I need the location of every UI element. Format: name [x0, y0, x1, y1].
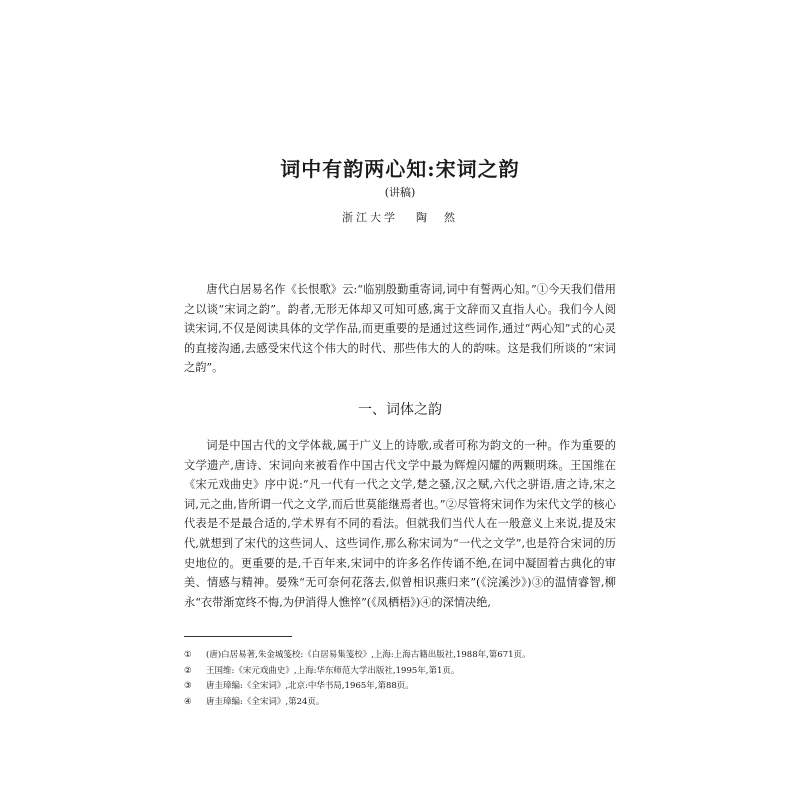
footnote-divider: [184, 636, 292, 637]
footnote-text: 唐圭璋编:《全宋词》,第24页。: [206, 696, 325, 707]
footnote-2: [184, 664, 616, 680]
author-affiliation: 浙江大学: [342, 211, 398, 224]
footnote-1: [184, 648, 616, 664]
section-paragraph: 词是中国古代的文学体裁,属于广义上的诗歌,或者可称为韵文的一种。作为重要的文学遗产,唐诗、宋词向来被看作中国古代文学中最为辉煌闪耀的两颗明珠。王国维在《宋元戏曲史》序中说:“凡一代有一代之文学,楚之骚,汉之赋,六代之骈语,唐之诗,宋之词,元之曲,皆所谓一代之文学,而后世莫能继焉者也。”②尽管将宋词作为宋代文学的核心代表是不是最合适的,学术界有不同的看法。但就我们当代人在一般意义上来说,提及宋代,就想到了宋代的这些词人、这些词作,那么称宋词为“一代之文学”,也是符合宋词的历史地位的。更重要的是,千百年来,宋词中的许多名作传诵不绝,在词中凝固着古典化的审美、情感与精神。晏殊“无可奈何花落去,似曾相识燕归来”(《浣溪沙》)③的温情睿智,柳永“衣带渐宽终不悔,为伊消得人憔悴”(《凤栖梧》)④的深情决绝,: [184, 439, 616, 609]
intro-section: [184, 280, 616, 378]
footnote-4: [184, 695, 616, 711]
footnote-text: 王国维:《宋元戏曲史》,上海:华东师范大学出版社,1995年,第1页。: [206, 665, 460, 676]
footnote-mark: ①: [184, 650, 192, 660]
footnote-mark: ②: [184, 665, 192, 676]
footnote-3: [184, 679, 616, 695]
footnote-text: (唐)白居易著,朱金城笺校:《白居易集笺校》,上海:上海古籍出版社,1988年,第671页。: [206, 650, 531, 660]
intro-paragraph: 唐代白居易名作《长恨歌》云:“临别殷勤重寄词,词中有誓两心知。”①今天我们借用之以谈“宋词之韵”。韵者,无形无体却又可知可感,寓于文辞而又直指人心。我们今人阅读宋词,不仅是阅读具体的文学作品,而更重要的是通过这些词作,通过“两心知”式的心灵的直接沟通,去感受宋代这个伟大的时代、那些伟大的人的韵味。这是我们所谈的“宋词之韵”。: [184, 283, 616, 375]
article-title: 词中有韵两心知:宋词之韵: [280, 157, 520, 181]
section-heading: 一、词体之韵: [358, 402, 442, 418]
author-line: [0, 211, 800, 225]
section-body: [184, 436, 616, 612]
article-subtitle: (讲稿): [384, 186, 416, 199]
footnote-text: 唐圭璋编:《全宋词》,北京:中华书局,1965年,第88页。: [206, 681, 414, 691]
footnote-mark: ④: [184, 696, 192, 707]
footnotes: [184, 648, 616, 710]
author-name: 陶 然: [416, 211, 458, 224]
footnote-mark: ③: [184, 681, 192, 691]
